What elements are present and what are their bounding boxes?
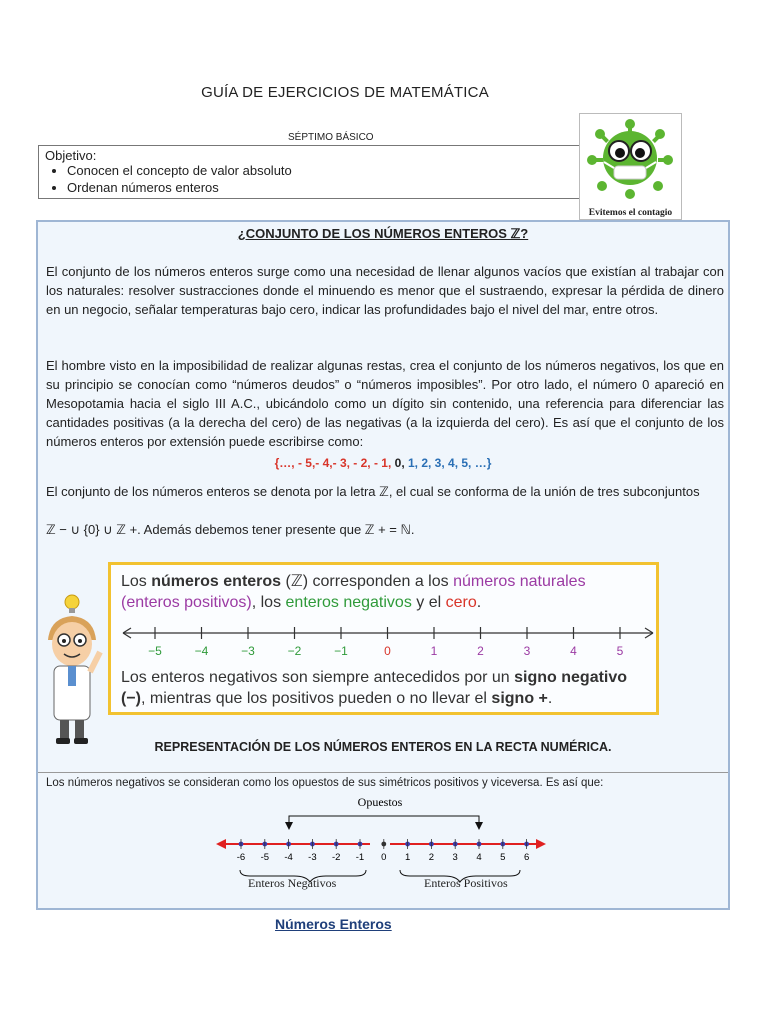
set-zero: 0, [391,456,405,470]
info-definition: Los números enteros (ℤ) corresponden a los números naturales (enteros positivos), los enteros negativos y el cero. [121,573,586,611]
info-box [108,562,659,715]
info-tick-label: −3 [241,644,255,658]
number-label: 2 [428,852,435,863]
logo-caption: Evitemos el contagio [588,208,673,218]
info-tick-label: −1 [334,644,348,658]
number-label: -2 [331,852,341,863]
virus-icon [580,114,681,204]
info-tick-label: 0 [384,644,391,658]
positive-integers-label: Enteros Positivos [424,876,508,890]
opposites-label: Opuestos [357,795,403,809]
paragraph-origin: El conjunto de los números enteros surge como una necesidad de llenar algunos vacíos que existían al trabajar con los naturales: resolver sustracciones donde el minuendo es menor que el sustraendo, expresar la pérdida de dinero en un negocio, señalar temperaturas bajo cero, indicar las profundidades bajo el nivel del mar, entre otros. [46,264,724,317]
number-label: 4 [476,852,482,863]
info-tick-label: 3 [523,644,531,658]
number-label: -3 [308,852,317,863]
info-tick-label: −2 [287,644,302,658]
set-negatives: {…, - 5,- 4,- 3, - 2, - 1, [274,456,392,470]
objective-item: • Ordenan números enteros [67,179,292,196]
info-tick-label: −5 [148,644,162,658]
info-number-line [119,619,659,659]
number-label: 6 [523,852,530,863]
number-label: 3 [452,852,458,863]
grade-subtitle: SÉPTIMO BÁSICO [288,132,374,143]
number-label: -5 [260,852,270,863]
objective-item: • Conocen el concepto de valor absoluto [67,162,292,179]
set-positives: 1, 2, 3, 4, 5, …} [404,456,492,470]
representation-title: REPRESENTACIÓN DE LOS NÚMEROS ENTEROS EN LA RECTA NUMÉRICA. [154,740,612,754]
negative-integers-label: Enteros Negativos [248,876,337,890]
number-label: -4 [284,852,293,863]
divider [38,772,728,773]
paragraph-history: El hombre visto en la imposibilidad de realizar algunas restas, crea el conjunto de los números negativos, los que en su principio se conocían como “números deudos” o “números imposibles”. Por otro lado, el número 0 apareció en Mesopotamia hacia el siglo III A.C., ubicándolo como un dígito sin contenido, una referencia para diferenciar las cantidades positivas (a la derecha del cero) de las negativas (a la izquierda del cero). Es así que el conjunto de los números enteros por extensión puede escribirse como: [46,358,724,449]
number-label: 1 [404,852,411,863]
info-tick-label: 5 [616,644,624,658]
number-label: -1 [355,852,365,863]
info-tick-label: 4 [570,644,577,658]
paragraph-union: ℤ − ∪ {0} ∪ ℤ +. Además debemos tener presente que ℤ + = ℕ. [46,522,415,537]
integer-set [36,456,730,470]
number-label: 5 [500,852,506,863]
scientist-icon [38,592,108,752]
info-tick-label: −4 [194,644,209,658]
number-label: -6 [236,852,246,863]
virus-logo [579,113,682,220]
objective-box [38,145,581,199]
objective-label: Objetivo: [45,148,97,163]
info-tick-label: 2 [477,644,484,658]
opposites-text: Los números negativos se consideran como los opuestos de sus simétricos positivos y viceversa. Es así que: [46,777,604,789]
footer-link[interactable]: Números Enteros [275,916,392,932]
number-label: 0 [381,852,387,863]
info-signs: Los enteros negativos son siempre antecedidos por un signo negativo (−), mientras que los positivos pueden o no llevar el signo +. [121,669,628,707]
page-title: GUÍA DE EJERCICIOS DE MATEMÁTICA [201,84,489,101]
section-title: ¿CONJUNTO DE LOS NÚMEROS ENTEROS ℤ? [237,226,529,241]
scientist-illustration [38,592,108,752]
info-tick-label: 1 [430,644,438,658]
paragraph-notation: El conjunto de los números enteros se denota por la letra ℤ, el cual se conforma de la unión de tres subconjuntos [46,484,700,499]
